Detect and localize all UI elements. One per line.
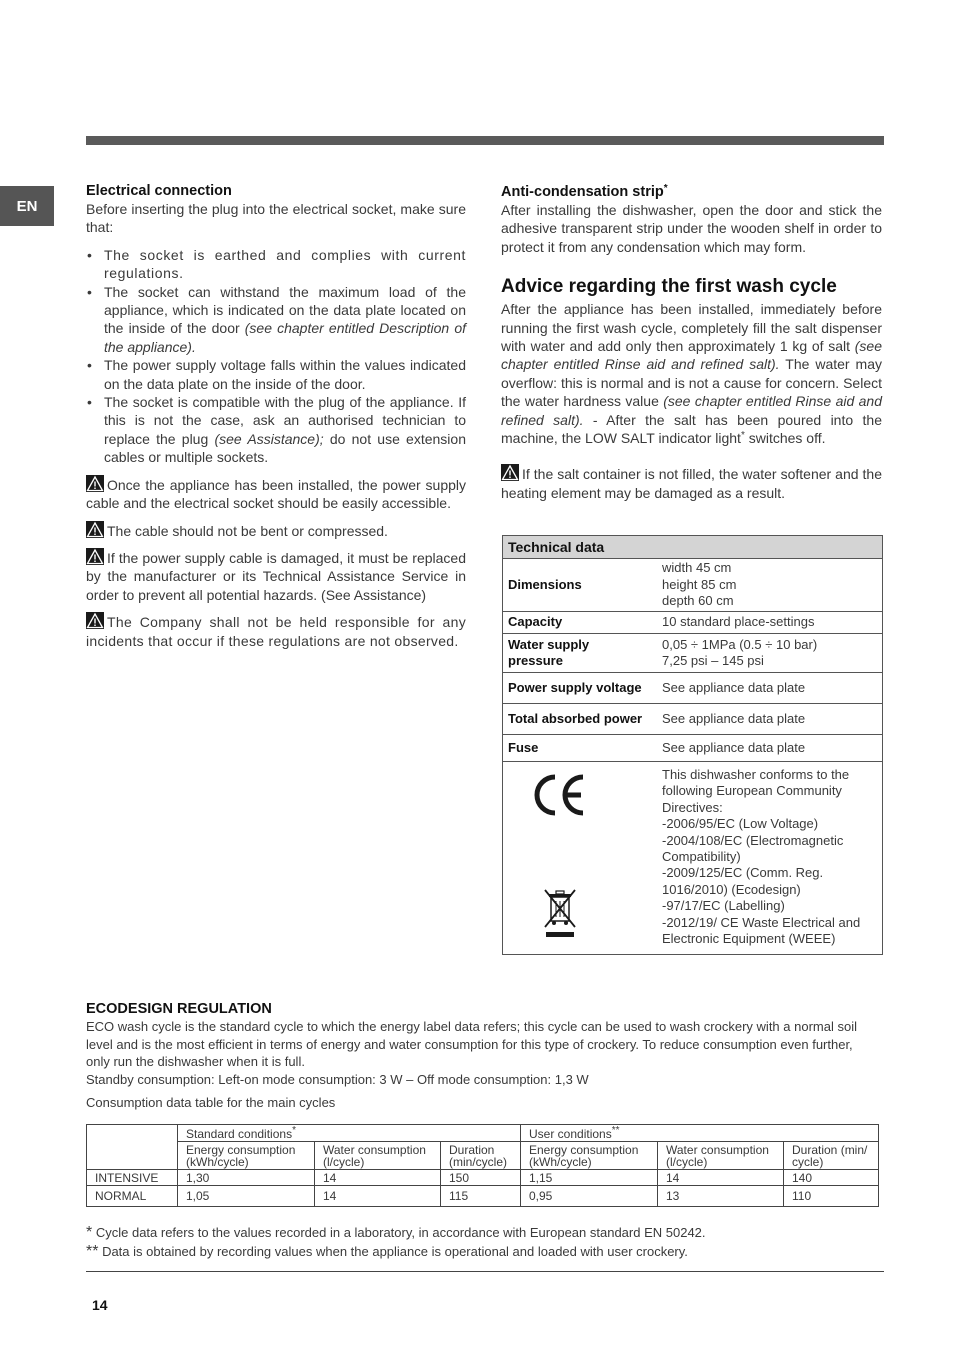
table-cell: 1,30 xyxy=(178,1170,315,1186)
column-header: Water consumption (l/cycle) xyxy=(315,1142,441,1170)
anti-condensation-title: Anti-condensation strip* xyxy=(501,183,668,200)
table-cell: 115 xyxy=(441,1186,521,1207)
table-cell: 14 xyxy=(315,1186,441,1207)
table-row xyxy=(503,634,882,673)
standard-conditions-header: Standard conditions* xyxy=(178,1125,521,1142)
anti-condensation-text: After installing the dishwasher, open the door and stick the adhesive transparent strip under the wooden shelf in order to protect it from any condensation which may form. xyxy=(501,202,882,255)
warning-icon xyxy=(86,521,104,538)
top-divider-bar xyxy=(86,136,884,145)
first-wash-text: After the appliance has been installed, immediately before running the first wash cycle, completely fill the salt dispenser with water and add only then approximately 1 kg of salt (see chapter entitled Rinse aid and refined salt). The water may overflow: this is normal and is not a cause for concern. Select the water hardness value (see chapter entitled Rinse aid and refined salt). - After the salt has been poured into the machine, the LOW SALT indicator light* switches off. xyxy=(501,301,882,447)
weee-bin-icon xyxy=(542,888,578,940)
power-value: See appliance data plate xyxy=(662,710,806,726)
table-cell: 110 xyxy=(784,1186,879,1207)
water-pressure-label: Water supply pressure xyxy=(508,636,590,668)
electrical-connection-title: Electrical connection xyxy=(86,183,232,199)
cycle-name: NORMAL xyxy=(87,1186,178,1207)
table-cell: 13 xyxy=(658,1186,784,1207)
table-cell xyxy=(87,1125,178,1170)
fuse-label: Fuse xyxy=(508,739,539,755)
warning-icon xyxy=(86,475,104,492)
column-header: Duration (min/ cycle) xyxy=(784,1142,879,1170)
warning-icon xyxy=(86,612,104,629)
table-row xyxy=(503,612,882,634)
salt-warning: If the salt container is not filled, the water softener and the heating element may be damaged as a result. xyxy=(501,466,882,501)
footnote: * Cycle data refers to the values recorded in a laboratory, in accordance with European standard EN 50242. xyxy=(86,1224,706,1241)
list-item: • The power supply voltage falls within the values indicated on the data plate on the inside of the door. xyxy=(86,356,466,393)
cycle-name: INTENSIVE xyxy=(87,1170,178,1186)
column-header: Water consumption (l/cycle) xyxy=(658,1142,784,1170)
table-row xyxy=(503,735,882,762)
page-number: 14 xyxy=(92,1297,108,1313)
table-cell: 1,15 xyxy=(521,1170,658,1186)
consumption-table-caption: Consumption data table for the main cycles xyxy=(86,1095,336,1110)
table-cell: 14 xyxy=(315,1170,441,1186)
bottom-divider xyxy=(86,1271,884,1272)
warning-icon xyxy=(501,464,519,481)
language-tab xyxy=(0,186,54,226)
column-header: Energy consumption (kWh/cycle) xyxy=(521,1142,658,1170)
table-row xyxy=(503,559,882,612)
ce-mark-icon xyxy=(531,773,587,817)
directives-text: This dishwasher conforms to the following European Community Directives: -2006/95/EC (Low Voltage) -2004/108/EC (Electromagnetic Compatibility) -2009/125/EC (Comm. Reg. 1016/2010) (Ecodesign) -97/17/EC (Labelling) -2012/19/ CE Waste Electrical and Electronic Equipment (WEEE) xyxy=(662,767,861,947)
table-cell: 14 xyxy=(658,1170,784,1186)
warning-paragraph: If the power supply cable is damaged, it must be replaced by the manufacturer or its Technical Assistance Service in order to prevent all potential hazards. (See Assistance) xyxy=(86,549,466,603)
table-cell: 1,05 xyxy=(178,1186,315,1207)
conformity-marks xyxy=(503,762,657,954)
voltage-label: Power supply voltage xyxy=(508,679,642,695)
list-item: • The socket is earthed and complies with current regulations. xyxy=(86,246,466,283)
footnote: ** Data is obtained by recording values when the appliance is operational and loaded with user crockery. xyxy=(86,1242,688,1260)
power-label: Total absorbed power xyxy=(508,710,643,726)
capacity-label: Capacity xyxy=(508,614,563,630)
ecodesign-title: ECODESIGN REGULATION xyxy=(86,1001,272,1017)
dimensions-value: width 45 cm height 85 cm depth 60 cm xyxy=(662,560,737,609)
table-row xyxy=(87,1125,879,1142)
column-header: Energy consumption (kWh/cycle) xyxy=(178,1142,315,1170)
footnotes xyxy=(86,1224,880,1261)
voltage-value: See appliance data plate xyxy=(662,679,806,695)
ecodesign-text: ECO wash cycle is the standard cycle to which the energy label data refers; this cycle can be used to wash crockery with a normal soil level and is the most efficient in terms of energy and water consumption for this type of crockery. To reduce consumption even further, only run the dishwasher when it is full. xyxy=(86,1019,857,1069)
list-item: • The socket can withstand the maximum load of the appliance, which is indicated on the data plate located on the inside of the door (see chapter entitled Description of the appliance). xyxy=(86,283,466,357)
table-row xyxy=(503,673,882,704)
table-cell: 0,95 xyxy=(521,1186,658,1207)
table-cell: 140 xyxy=(784,1170,879,1186)
list-item: • The socket is compatible with the plug of the appliance. If this is not the case, ask an authorised technician to replace the plug (see Assistance); do not use extension cables or multiple sockets. xyxy=(86,393,466,467)
water-pressure-value: 0,05 ÷ 1MPa (0.5 ÷ 10 bar) 7,25 psi – 145 psi xyxy=(662,636,818,668)
warning-paragraph: The cable should not be bent or compressed. xyxy=(86,521,466,540)
table-row xyxy=(87,1186,879,1207)
table-cell: 150 xyxy=(441,1170,521,1186)
right-column xyxy=(501,183,882,502)
warning-paragraph: Once the appliance has been installed, the power supply cable and the electrical socket should be easily accessible. xyxy=(86,476,466,512)
dimensions-label: Dimensions xyxy=(508,576,582,592)
column-header: Duration (min/cycle) xyxy=(441,1142,521,1170)
electrical-checklist xyxy=(86,246,466,467)
warning-paragraph: The Company shall not be held responsible for any incidents that occur if these regulations are not observed. xyxy=(86,614,466,649)
capacity-value: 10 standard place-settings xyxy=(662,614,815,630)
user-conditions-header: User conditions** xyxy=(521,1125,879,1142)
table-row xyxy=(503,762,882,954)
language-code: EN xyxy=(16,197,38,215)
table-row xyxy=(87,1170,879,1186)
consumption-table xyxy=(86,1124,879,1207)
electrical-intro: Before inserting the plug into the electrical socket, make sure that: xyxy=(86,201,466,236)
table-row xyxy=(87,1142,879,1170)
fuse-value: See appliance data plate xyxy=(662,739,806,755)
warning-icon xyxy=(86,548,104,565)
electrical-connection-section xyxy=(86,182,466,650)
technical-data-title: Technical data xyxy=(503,536,882,559)
technical-data-table xyxy=(502,535,883,955)
first-wash-title: Advice regarding the first wash cycle xyxy=(501,276,837,298)
table-row xyxy=(503,704,882,735)
ecodesign-section xyxy=(86,1000,880,1112)
standby-consumption: Standby consumption: Left-on mode consumption: 3 W – Off mode consumption: 1,3 W xyxy=(86,1071,589,1087)
